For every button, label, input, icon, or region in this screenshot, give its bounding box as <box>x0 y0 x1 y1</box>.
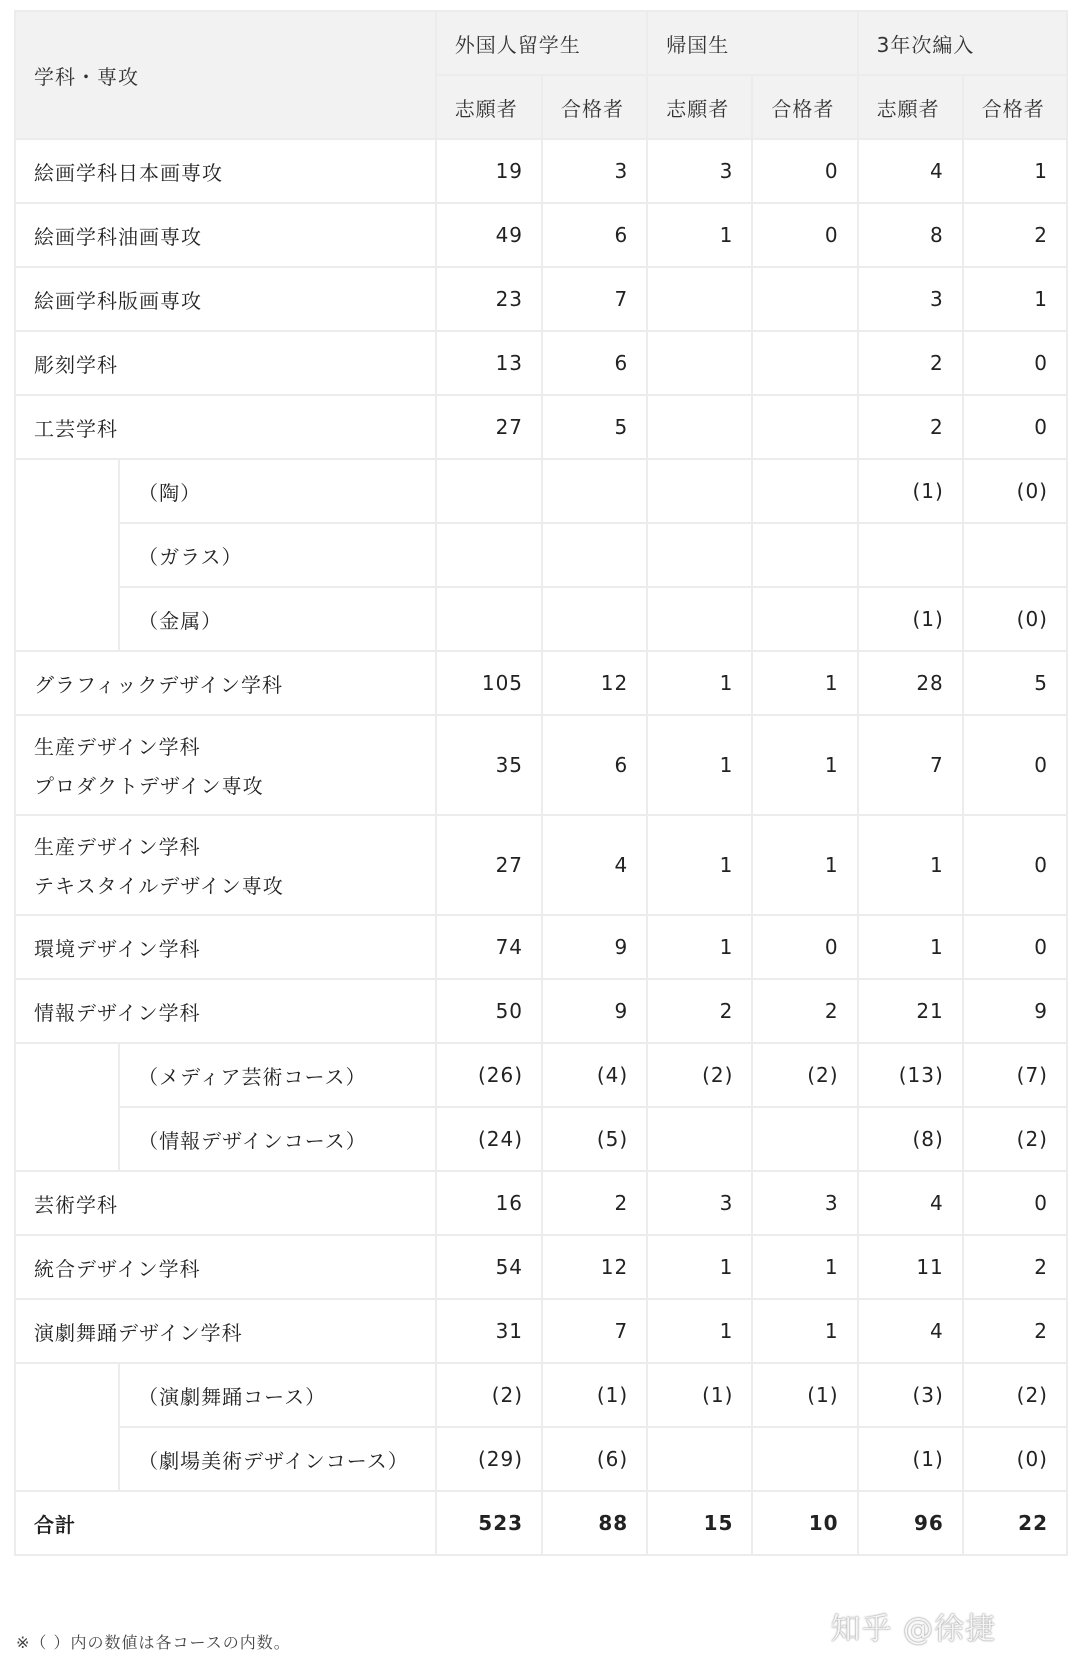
total-cell: 10 <box>752 1491 857 1555</box>
cell <box>542 459 647 523</box>
cell: 19 <box>436 139 542 203</box>
cell: 5 <box>963 651 1067 715</box>
table-row <box>15 331 1067 395</box>
cell: 27 <box>436 815 542 915</box>
indent-spacer <box>15 459 119 651</box>
cell: 2 <box>963 1299 1067 1363</box>
cell <box>647 395 752 459</box>
cell: 1 <box>647 1235 752 1299</box>
cell: 3 <box>647 1171 752 1235</box>
cell: (1) <box>858 459 963 523</box>
total-row <box>15 1491 1067 1555</box>
cell: 105 <box>436 651 542 715</box>
cell: 2 <box>752 979 857 1043</box>
cell: 1 <box>752 1235 857 1299</box>
cell: (1) <box>858 587 963 651</box>
dept-name-line1: 生産デザイン学科 <box>34 835 201 859</box>
table-row <box>15 715 1067 815</box>
footnote: ※（ ）内の数値は各コースの内数。 <box>16 1633 291 1652</box>
cell: (24) <box>436 1107 542 1171</box>
cell: 16 <box>436 1171 542 1235</box>
cell <box>752 267 857 331</box>
cell: (0) <box>963 459 1067 523</box>
cell: 1 <box>752 715 857 815</box>
total-cell: 523 <box>436 1491 542 1555</box>
cell: 2 <box>963 203 1067 267</box>
cell: 1 <box>858 815 963 915</box>
table-row <box>15 587 1067 651</box>
cell <box>647 523 752 587</box>
dept-name: 芸術学科 <box>15 1171 436 1235</box>
cell <box>647 1427 752 1491</box>
course-name: （ガラス） <box>119 523 436 587</box>
cell: 7 <box>542 1299 647 1363</box>
dept-name-line2: プロダクトデザイン専攻 <box>34 774 264 798</box>
course-name: （金属） <box>119 587 436 651</box>
cell: 1 <box>647 1299 752 1363</box>
cell: 7 <box>858 715 963 815</box>
course-name: （劇場美術デザインコース） <box>119 1427 436 1491</box>
dept-name <box>15 715 436 815</box>
cell: (2) <box>963 1363 1067 1427</box>
cell: (6) <box>542 1427 647 1491</box>
cell: (13) <box>858 1043 963 1107</box>
table-row <box>15 979 1067 1043</box>
sub-header-applicants: 志願者 <box>647 75 752 139</box>
dept-name: 環境デザイン学科 <box>15 915 436 979</box>
table-row <box>15 1299 1067 1363</box>
dept-name: 絵画学科版画専攻 <box>15 267 436 331</box>
cell: 3 <box>752 1171 857 1235</box>
total-cell: 22 <box>963 1491 1067 1555</box>
cell <box>752 395 857 459</box>
cell: 49 <box>436 203 542 267</box>
cell: 1 <box>752 815 857 915</box>
dept-name-line2: テキスタイルデザイン専攻 <box>34 874 284 898</box>
cell: 31 <box>436 1299 542 1363</box>
cell <box>647 1107 752 1171</box>
dept-name: 演劇舞踊デザイン学科 <box>15 1299 436 1363</box>
cell: 23 <box>436 267 542 331</box>
table-row <box>15 651 1067 715</box>
cell: (1) <box>647 1363 752 1427</box>
sub-header-applicants: 志願者 <box>858 75 963 139</box>
cell: 6 <box>542 715 647 815</box>
table-row <box>15 523 1067 587</box>
cell: 4 <box>858 1171 963 1235</box>
watermark: 知乎 @徐捷 <box>830 1612 996 1647</box>
cell <box>752 587 857 651</box>
cell: 12 <box>542 651 647 715</box>
cell: 1 <box>647 715 752 815</box>
cell <box>647 331 752 395</box>
cell: 2 <box>963 1235 1067 1299</box>
cell: (5) <box>542 1107 647 1171</box>
dept-name-line1: 生産デザイン学科 <box>34 735 201 759</box>
cell: 0 <box>963 1171 1067 1235</box>
cell: (1) <box>542 1363 647 1427</box>
table-row <box>15 139 1067 203</box>
cell: 2 <box>858 331 963 395</box>
table-row <box>15 915 1067 979</box>
cell <box>752 523 857 587</box>
cell: 0 <box>963 395 1067 459</box>
dept-name: 絵画学科油画専攻 <box>15 203 436 267</box>
total-cell: 96 <box>858 1491 963 1555</box>
cell: (0) <box>963 587 1067 651</box>
cell: 11 <box>858 1235 963 1299</box>
cell: (8) <box>858 1107 963 1171</box>
cell <box>436 523 542 587</box>
table-row <box>15 815 1067 915</box>
cell <box>752 459 857 523</box>
course-name: （演劇舞踊コース） <box>119 1363 436 1427</box>
dept-name <box>15 815 436 915</box>
dept-name: グラフィックデザイン学科 <box>15 651 436 715</box>
cell: (26) <box>436 1043 542 1107</box>
cell: (3) <box>858 1363 963 1427</box>
cell: (2) <box>647 1043 752 1107</box>
cell: (0) <box>963 1427 1067 1491</box>
cell: 1 <box>647 815 752 915</box>
indent-spacer <box>15 1363 119 1491</box>
dept-column-header: 学科・専攻 <box>15 11 436 139</box>
cell <box>542 587 647 651</box>
table-row <box>15 1107 1067 1171</box>
cell: 4 <box>542 815 647 915</box>
dept-name: 統合デザイン学科 <box>15 1235 436 1299</box>
cell: 2 <box>858 395 963 459</box>
cell: 7 <box>542 267 647 331</box>
table-row <box>15 267 1067 331</box>
table-row <box>15 1043 1067 1107</box>
cell <box>858 523 963 587</box>
cell: (1) <box>858 1427 963 1491</box>
cell: (2) <box>963 1107 1067 1171</box>
cell: (4) <box>542 1043 647 1107</box>
cell <box>647 587 752 651</box>
table-row <box>15 1363 1067 1427</box>
cell <box>752 331 857 395</box>
cell <box>436 459 542 523</box>
admissions-table <box>14 10 1068 1556</box>
cell: 28 <box>858 651 963 715</box>
cell <box>752 1427 857 1491</box>
course-name: （陶） <box>119 459 436 523</box>
cell: 54 <box>436 1235 542 1299</box>
cell: 4 <box>858 1299 963 1363</box>
cell: (1) <box>752 1363 857 1427</box>
cell: 0 <box>752 915 857 979</box>
cell: 74 <box>436 915 542 979</box>
cell: (2) <box>436 1363 542 1427</box>
table-row <box>15 1427 1067 1491</box>
cell: 9 <box>542 915 647 979</box>
cell: 2 <box>542 1171 647 1235</box>
cell: 6 <box>542 331 647 395</box>
cell: 1 <box>963 267 1067 331</box>
cell: 21 <box>858 979 963 1043</box>
cell: 2 <box>647 979 752 1043</box>
total-cell: 88 <box>542 1491 647 1555</box>
table-row <box>15 1235 1067 1299</box>
group-header-transfer: 3年次編入 <box>858 11 1067 75</box>
cell: (29) <box>436 1427 542 1491</box>
table-row <box>15 395 1067 459</box>
cell: 1 <box>647 915 752 979</box>
total-label: 合計 <box>15 1491 436 1555</box>
cell: (7) <box>963 1043 1067 1107</box>
cell: 0 <box>963 815 1067 915</box>
dept-name: 工芸学科 <box>15 395 436 459</box>
cell: 0 <box>963 715 1067 815</box>
dept-name: 情報デザイン学科 <box>15 979 436 1043</box>
cell: 50 <box>436 979 542 1043</box>
indent-spacer <box>15 1043 119 1171</box>
cell: 35 <box>436 715 542 815</box>
cell <box>647 459 752 523</box>
total-cell: 15 <box>647 1491 752 1555</box>
cell: 9 <box>542 979 647 1043</box>
cell: 1 <box>647 651 752 715</box>
cell: 1 <box>752 651 857 715</box>
dept-name: 彫刻学科 <box>15 331 436 395</box>
cell: 3 <box>542 139 647 203</box>
course-name: （メディア芸術コース） <box>119 1043 436 1107</box>
sub-header-passed: 合格者 <box>752 75 857 139</box>
cell <box>542 523 647 587</box>
cell: 0 <box>752 139 857 203</box>
sub-header-passed: 合格者 <box>542 75 647 139</box>
cell: 8 <box>858 203 963 267</box>
cell: 3 <box>647 139 752 203</box>
group-header-returnee: 帰国生 <box>647 11 857 75</box>
cell: 1 <box>963 139 1067 203</box>
cell: 12 <box>542 1235 647 1299</box>
group-header-foreign: 外国人留学生 <box>436 11 647 75</box>
cell: 1 <box>752 1299 857 1363</box>
cell: (2) <box>752 1043 857 1107</box>
cell: 1 <box>858 915 963 979</box>
table-row <box>15 459 1067 523</box>
cell: 6 <box>542 203 647 267</box>
cell <box>647 267 752 331</box>
cell <box>436 587 542 651</box>
cell: 3 <box>858 267 963 331</box>
cell: 9 <box>963 979 1067 1043</box>
cell: 0 <box>963 915 1067 979</box>
cell <box>752 1107 857 1171</box>
table-row <box>15 1171 1067 1235</box>
cell <box>963 523 1067 587</box>
cell: 1 <box>647 203 752 267</box>
cell: 0 <box>963 331 1067 395</box>
cell: 27 <box>436 395 542 459</box>
sub-header-passed: 合格者 <box>963 75 1067 139</box>
cell: 13 <box>436 331 542 395</box>
table-row <box>15 203 1067 267</box>
cell: 4 <box>858 139 963 203</box>
cell: 0 <box>752 203 857 267</box>
sub-header-applicants: 志願者 <box>436 75 542 139</box>
cell: 5 <box>542 395 647 459</box>
course-name: （情報デザインコース） <box>119 1107 436 1171</box>
dept-name: 絵画学科日本画専攻 <box>15 139 436 203</box>
